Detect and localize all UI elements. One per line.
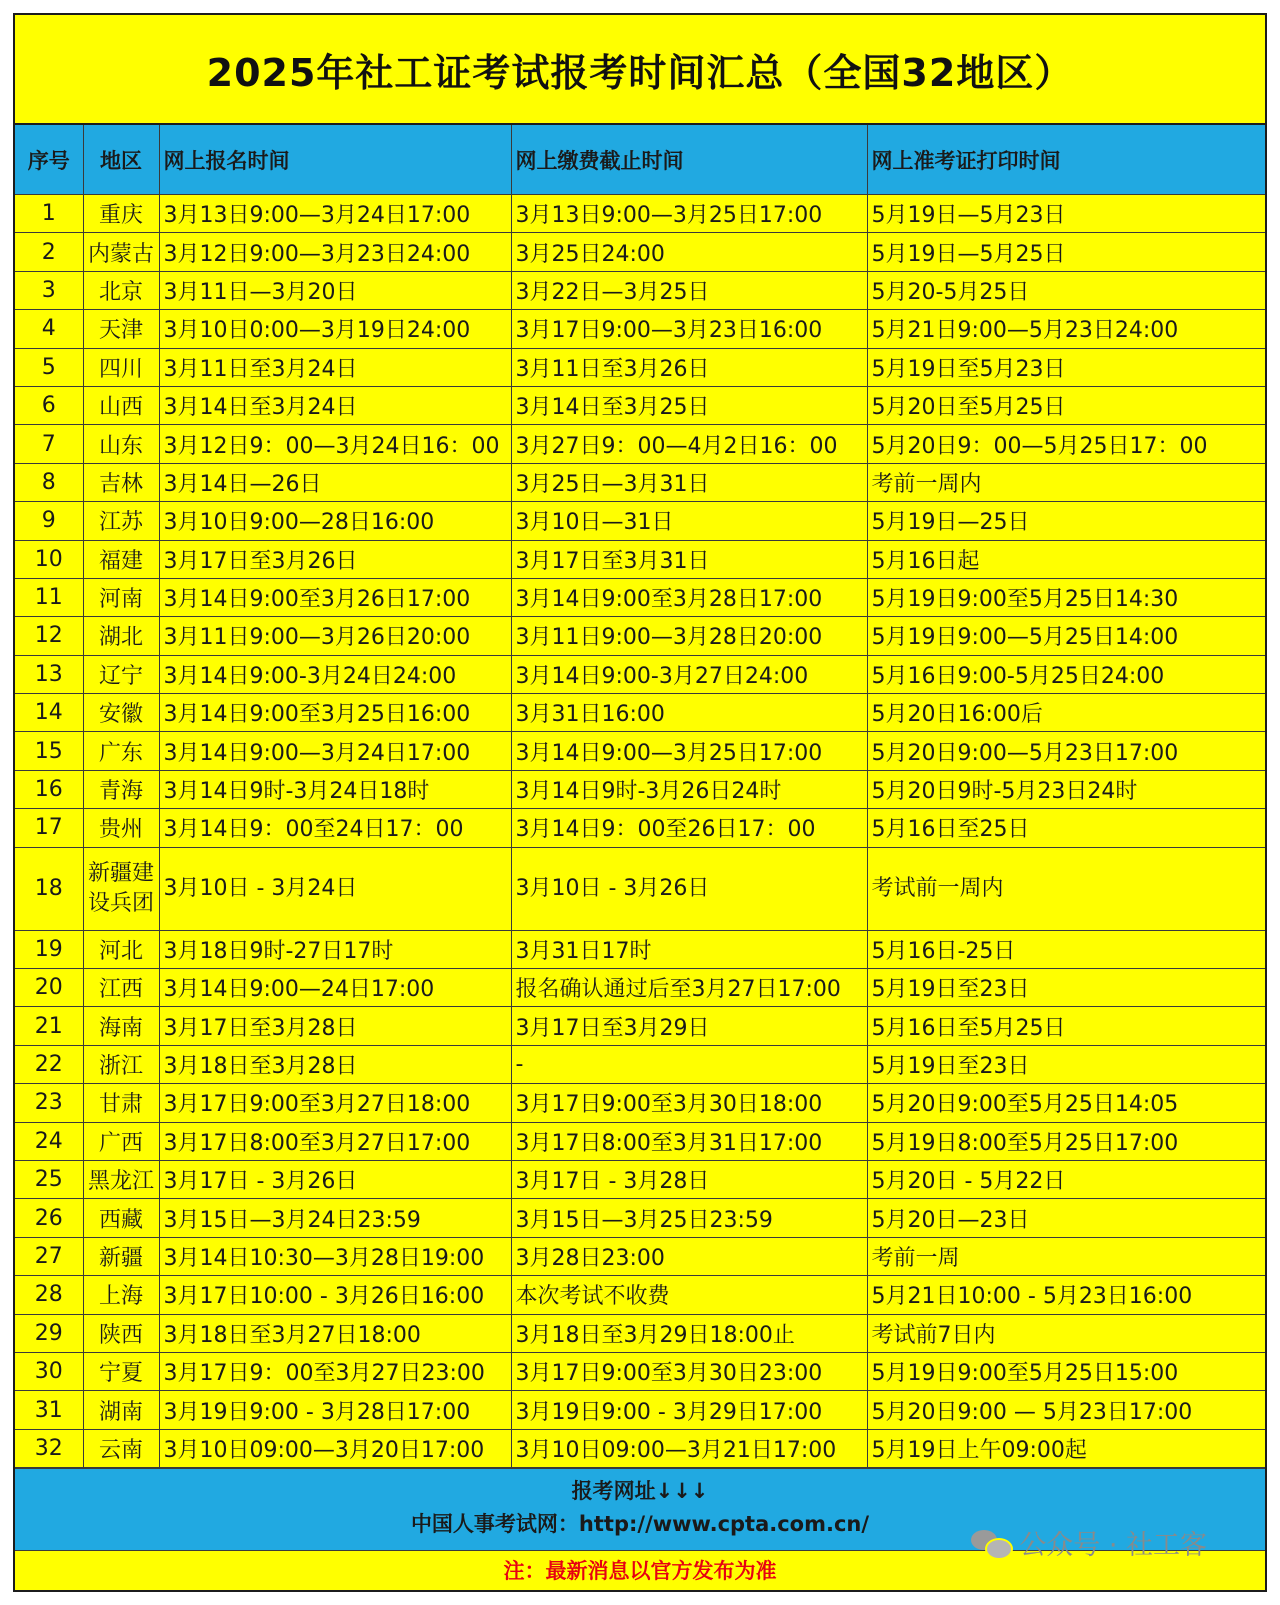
cell-region: 陕西 <box>83 1314 159 1352</box>
cell-admit-print-time: 考前一周内 <box>867 463 1265 501</box>
cell-signup-time: 3月14日至3月24日 <box>159 386 511 424</box>
table-row <box>15 386 1265 424</box>
cell-signup-time: 3月10日9:00—28日16:00 <box>159 502 511 540</box>
cell-signup-time: 3月11日9:00—3月26日20:00 <box>159 617 511 655</box>
cell-payment-deadline: 3月25日24:00 <box>511 233 867 271</box>
table-header-row <box>15 125 1265 195</box>
cell-signup-time: 3月14日9:00至3月25日16:00 <box>159 694 511 732</box>
table-row <box>15 348 1265 386</box>
column-header-admit: 网上准考证打印时间 <box>867 125 1265 195</box>
cell-admit-print-time: 5月20日9:00—5月23日17:00 <box>867 732 1265 770</box>
table-row <box>15 233 1265 271</box>
column-header-region: 地区 <box>83 125 159 195</box>
cell-payment-deadline: 3月22日—3月25日 <box>511 271 867 309</box>
cell-payment-deadline: 3月11日9:00—3月28日20:00 <box>511 617 867 655</box>
column-header-signup: 网上报名时间 <box>159 125 511 195</box>
cell-payment-deadline: 3月15日—3月25日23:59 <box>511 1199 867 1237</box>
cell-signup-time: 3月10日 - 3月24日 <box>159 847 511 930</box>
cell-admit-print-time: 考前一周 <box>867 1237 1265 1275</box>
cell-signup-time: 3月14日—26日 <box>159 463 511 501</box>
cell-no: 32 <box>15 1429 83 1467</box>
cell-admit-print-time: 5月19日至23日 <box>867 1045 1265 1083</box>
table-row <box>15 1276 1265 1314</box>
cell-region: 浙江 <box>83 1045 159 1083</box>
cell-region: 福建 <box>83 540 159 578</box>
cell-payment-deadline: 3月10日 - 3月26日 <box>511 847 867 930</box>
cell-admit-print-time: 5月21日9:00—5月23日24:00 <box>867 310 1265 348</box>
cell-admit-print-time: 5月19日9:00至5月25日14:30 <box>867 578 1265 616</box>
cell-admit-print-time: 5月19日至5月23日 <box>867 348 1265 386</box>
cell-admit-print-time: 5月20日 - 5月22日 <box>867 1160 1265 1198</box>
cell-payment-deadline: 3月17日9:00至3月30日18:00 <box>511 1084 867 1122</box>
cell-region: 上海 <box>83 1276 159 1314</box>
cell-region: 新疆建设兵团 <box>83 847 159 930</box>
cell-region: 湖南 <box>83 1391 159 1429</box>
cell-no: 15 <box>15 732 83 770</box>
cell-region: 山东 <box>83 425 159 463</box>
cell-payment-deadline: 3月14日9:00至3月28日17:00 <box>511 578 867 616</box>
table-row <box>15 1199 1265 1237</box>
cell-signup-time: 3月17日9：00至3月27日23:00 <box>159 1352 511 1390</box>
cell-signup-time: 3月18日至3月28日 <box>159 1045 511 1083</box>
table-row <box>15 271 1265 309</box>
watermark-text: 公众号 · 社工客 <box>1019 1530 1207 1561</box>
cell-admit-print-time: 5月16日至25日 <box>867 809 1265 847</box>
cell-admit-print-time: 5月16日9:00-5月25日24:00 <box>867 655 1265 693</box>
cell-no: 11 <box>15 578 83 616</box>
cell-region: 江西 <box>83 969 159 1007</box>
cell-no: 30 <box>15 1352 83 1390</box>
table-row <box>15 694 1265 732</box>
cell-signup-time: 3月17日至3月26日 <box>159 540 511 578</box>
cell-signup-time: 3月14日9:00—24日17:00 <box>159 969 511 1007</box>
cell-region: 天津 <box>83 310 159 348</box>
cell-payment-deadline: 3月13日9:00—3月25日17:00 <box>511 195 867 233</box>
cell-no: 13 <box>15 655 83 693</box>
table-row <box>15 1122 1265 1160</box>
table-row <box>15 540 1265 578</box>
cell-signup-time: 3月15日—3月24日23:59 <box>159 1199 511 1237</box>
cell-region: 安徽 <box>83 694 159 732</box>
cell-payment-deadline: 3月31日16:00 <box>511 694 867 732</box>
table-row <box>15 969 1265 1007</box>
table-row <box>15 809 1265 847</box>
watermark <box>971 1523 1207 1562</box>
cell-signup-time: 3月17日9:00至3月27日18:00 <box>159 1084 511 1122</box>
table-row <box>15 1084 1265 1122</box>
cell-admit-print-time: 5月20-5月25日 <box>867 271 1265 309</box>
table-row <box>15 310 1265 348</box>
cell-no: 31 <box>15 1391 83 1429</box>
cell-region: 内蒙古 <box>83 233 159 271</box>
cell-payment-deadline: 3月18日至3月29日18:00止 <box>511 1314 867 1352</box>
cell-payment-deadline: 3月17日至3月29日 <box>511 1007 867 1045</box>
cell-admit-print-time: 5月19日—5月25日 <box>867 233 1265 271</box>
cell-signup-time: 3月14日9:00—3月24日17:00 <box>159 732 511 770</box>
page-title: 2025年社工证考试报考时间汇总（全国32地区） <box>15 15 1265 125</box>
cell-no: 20 <box>15 969 83 1007</box>
cell-admit-print-time: 考试前一周内 <box>867 847 1265 930</box>
cell-admit-print-time: 5月19日9:00—5月25日14:00 <box>867 617 1265 655</box>
table-row <box>15 1314 1265 1352</box>
cell-admit-print-time: 考试前7日内 <box>867 1314 1265 1352</box>
cell-admit-print-time: 5月19日—5月23日 <box>867 195 1265 233</box>
cell-region: 重庆 <box>83 195 159 233</box>
cell-admit-print-time: 5月19日至23日 <box>867 969 1265 1007</box>
cell-admit-print-time: 5月19日8:00至5月25日17:00 <box>867 1122 1265 1160</box>
cell-region: 新疆 <box>83 1237 159 1275</box>
table-row <box>15 930 1265 968</box>
cell-admit-print-time: 5月20日9:00至5月25日14:05 <box>867 1084 1265 1122</box>
column-header-payment: 网上缴费截止时间 <box>511 125 867 195</box>
cell-signup-time: 3月17日 - 3月26日 <box>159 1160 511 1198</box>
cell-no: 25 <box>15 1160 83 1198</box>
cell-no: 16 <box>15 770 83 808</box>
schedule-table <box>15 125 1265 1468</box>
cell-no: 24 <box>15 1122 83 1160</box>
cell-signup-time: 3月12日9:00—3月23日24:00 <box>159 233 511 271</box>
table-row <box>15 1352 1265 1390</box>
cell-admit-print-time: 5月20日—23日 <box>867 1199 1265 1237</box>
cell-region: 云南 <box>83 1429 159 1467</box>
table-row <box>15 1160 1265 1198</box>
cell-region: 海南 <box>83 1007 159 1045</box>
cell-payment-deadline: 3月17日9:00至3月30日23:00 <box>511 1352 867 1390</box>
cell-admit-print-time: 5月20日9:00 — 5月23日17:00 <box>867 1391 1265 1429</box>
cell-no: 17 <box>15 809 83 847</box>
table-row <box>15 425 1265 463</box>
cell-no: 7 <box>15 425 83 463</box>
cell-payment-deadline: 3月17日至3月31日 <box>511 540 867 578</box>
cell-admit-print-time: 5月19日—25日 <box>867 502 1265 540</box>
table-row <box>15 770 1265 808</box>
cell-region: 吉林 <box>83 463 159 501</box>
cell-admit-print-time: 5月19日9:00至5月25日15:00 <box>867 1352 1265 1390</box>
cell-no: 23 <box>15 1084 83 1122</box>
table-row <box>15 617 1265 655</box>
cell-region: 广西 <box>83 1122 159 1160</box>
cell-signup-time: 3月13日9:00—3月24日17:00 <box>159 195 511 233</box>
cell-no: 6 <box>15 386 83 424</box>
wechat-icon <box>971 1528 1011 1558</box>
cell-admit-print-time: 5月20日16:00后 <box>867 694 1265 732</box>
cell-admit-print-time: 5月20日至5月25日 <box>867 386 1265 424</box>
cell-signup-time: 3月18日至3月27日18:00 <box>159 1314 511 1352</box>
cell-no: 26 <box>15 1199 83 1237</box>
cell-region: 西藏 <box>83 1199 159 1237</box>
cell-signup-time: 3月14日9时-3月24日18时 <box>159 770 511 808</box>
cell-admit-print-time: 5月19日上午09:00起 <box>867 1429 1265 1467</box>
document-frame <box>13 13 1267 1592</box>
cell-no: 9 <box>15 502 83 540</box>
cell-region: 黑龙江 <box>83 1160 159 1198</box>
table-row <box>15 655 1265 693</box>
cell-region: 辽宁 <box>83 655 159 693</box>
cell-payment-deadline: - <box>511 1045 867 1083</box>
cell-payment-deadline: 3月14日9时-3月26日24时 <box>511 770 867 808</box>
cell-no: 21 <box>15 1007 83 1045</box>
cell-signup-time: 3月11日—3月20日 <box>159 271 511 309</box>
cell-signup-time: 3月14日9：00至24日17：00 <box>159 809 511 847</box>
table-row <box>15 732 1265 770</box>
cell-payment-deadline: 3月10日—31日 <box>511 502 867 540</box>
cell-no: 8 <box>15 463 83 501</box>
footer-note: 注：最新消息以官方发布为准 <box>15 1550 1265 1591</box>
footer-site-link[interactable]: 中国人事考试网：http://www.cpta.com.cn/ <box>410 1512 870 1537</box>
cell-no: 19 <box>15 930 83 968</box>
cell-region: 北京 <box>83 271 159 309</box>
cell-payment-deadline: 3月14日9:00—3月25日17:00 <box>511 732 867 770</box>
table-row <box>15 1429 1265 1467</box>
cell-signup-time: 3月10日09:00—3月20日17:00 <box>159 1429 511 1467</box>
cell-payment-deadline: 3月27日9：00—4月2日16：00 <box>511 425 867 463</box>
table-row <box>15 1007 1265 1045</box>
cell-payment-deadline: 3月17日9:00—3月23日16:00 <box>511 310 867 348</box>
cell-signup-time: 3月17日8:00至3月27日17:00 <box>159 1122 511 1160</box>
cell-no: 10 <box>15 540 83 578</box>
cell-no: 4 <box>15 310 83 348</box>
cell-signup-time: 3月14日9:00至3月26日17:00 <box>159 578 511 616</box>
table-row <box>15 847 1265 930</box>
cell-payment-deadline: 3月14日至3月25日 <box>511 386 867 424</box>
cell-no: 1 <box>15 195 83 233</box>
cell-region: 甘肃 <box>83 1084 159 1122</box>
cell-no: 18 <box>15 847 83 930</box>
cell-no: 12 <box>15 617 83 655</box>
cell-payment-deadline: 3月17日 - 3月28日 <box>511 1160 867 1198</box>
cell-admit-print-time: 5月16日-25日 <box>867 930 1265 968</box>
cell-region: 湖北 <box>83 617 159 655</box>
cell-region: 青海 <box>83 770 159 808</box>
cell-signup-time: 3月19日9:00 - 3月28日17:00 <box>159 1391 511 1429</box>
cell-payment-deadline: 本次考试不收费 <box>511 1276 867 1314</box>
column-header-no: 序号 <box>15 125 83 195</box>
cell-admit-print-time: 5月16日起 <box>867 540 1265 578</box>
cell-payment-deadline: 3月17日8:00至3月31日17:00 <box>511 1122 867 1160</box>
cell-admit-print-time: 5月20日9：00—5月25日17：00 <box>867 425 1265 463</box>
cell-region: 广东 <box>83 732 159 770</box>
cell-payment-deadline: 3月31日17时 <box>511 930 867 968</box>
cell-payment-deadline: 3月28日23:00 <box>511 1237 867 1275</box>
table-body <box>15 195 1265 1468</box>
cell-payment-deadline: 3月14日9：00至26日17：00 <box>511 809 867 847</box>
cell-signup-time: 3月18日9时-27日17时 <box>159 930 511 968</box>
cell-admit-print-time: 5月21日10:00 - 5月23日16:00 <box>867 1276 1265 1314</box>
cell-payment-deadline: 3月10日09:00—3月21日17:00 <box>511 1429 867 1467</box>
cell-signup-time: 3月17日至3月28日 <box>159 1007 511 1045</box>
cell-signup-time: 3月11日至3月24日 <box>159 348 511 386</box>
cell-no: 2 <box>15 233 83 271</box>
table-row <box>15 463 1265 501</box>
cell-region: 宁夏 <box>83 1352 159 1390</box>
footer-site-heading: 报考网址↓↓↓ <box>571 1479 709 1504</box>
cell-region: 江苏 <box>83 502 159 540</box>
cell-payment-deadline: 报名确认通过后至3月27日17:00 <box>511 969 867 1007</box>
table-row <box>15 502 1265 540</box>
cell-signup-time: 3月14日9:00-3月24日24:00 <box>159 655 511 693</box>
cell-payment-deadline: 3月14日9:00-3月27日24:00 <box>511 655 867 693</box>
cell-no: 22 <box>15 1045 83 1083</box>
cell-no: 14 <box>15 694 83 732</box>
cell-no: 28 <box>15 1276 83 1314</box>
table-row <box>15 1237 1265 1275</box>
cell-admit-print-time: 5月20日9时-5月23日24时 <box>867 770 1265 808</box>
cell-signup-time: 3月17日10:00 - 3月26日16:00 <box>159 1276 511 1314</box>
cell-signup-time: 3月14日10:30—3月28日19:00 <box>159 1237 511 1275</box>
cell-region: 山西 <box>83 386 159 424</box>
table-row <box>15 578 1265 616</box>
cell-no: 5 <box>15 348 83 386</box>
cell-region: 贵州 <box>83 809 159 847</box>
cell-region: 河北 <box>83 930 159 968</box>
cell-region: 河南 <box>83 578 159 616</box>
cell-no: 3 <box>15 271 83 309</box>
cell-signup-time: 3月10日0:00—3月19日24:00 <box>159 310 511 348</box>
cell-payment-deadline: 3月11日至3月26日 <box>511 348 867 386</box>
table-row <box>15 1391 1265 1429</box>
table-row <box>15 195 1265 233</box>
cell-signup-time: 3月12日9：00—3月24日16：00 <box>159 425 511 463</box>
cell-region: 四川 <box>83 348 159 386</box>
table-row <box>15 1045 1265 1083</box>
cell-no: 27 <box>15 1237 83 1275</box>
cell-payment-deadline: 3月19日9:00 - 3月29日17:00 <box>511 1391 867 1429</box>
cell-no: 29 <box>15 1314 83 1352</box>
cell-admit-print-time: 5月16日至5月25日 <box>867 1007 1265 1045</box>
cell-payment-deadline: 3月25日—3月31日 <box>511 463 867 501</box>
